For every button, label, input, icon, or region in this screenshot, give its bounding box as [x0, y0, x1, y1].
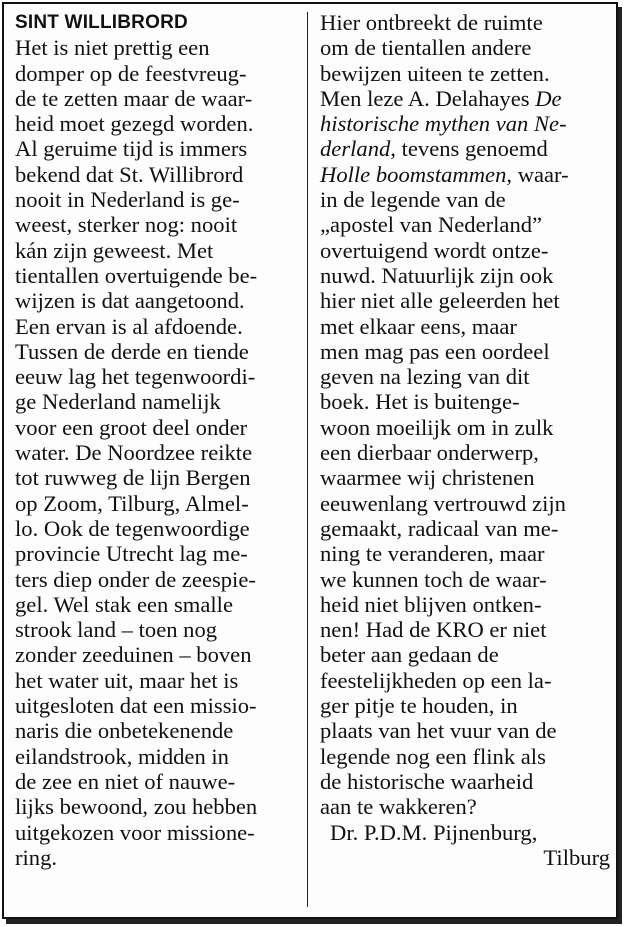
signature-name: Dr. P.D.M. Pijnenburg, — [330, 819, 538, 845]
body-line: heid niet blijven ontken- — [320, 591, 542, 617]
column-divider — [307, 12, 308, 907]
body-line: Al geruime tijd is immers — [15, 136, 248, 162]
body-line: water. De Noordzee reikte — [15, 440, 253, 466]
body-line: woon moeilijk om in zulk — [320, 414, 554, 440]
body-line: het water uit, maar het is — [15, 667, 239, 693]
body-line: we kunnen toch de waar- — [320, 566, 547, 592]
body-line: Het is niet prettig een — [15, 35, 210, 61]
body-line: lo. Ook de tegenwoordige — [15, 515, 250, 541]
book-title-italic: historische mythen van Ne- — [320, 111, 567, 137]
body-line-mixed — [320, 162, 610, 187]
body-line: hier niet alle geleerden het — [320, 288, 560, 314]
right-column — [320, 10, 610, 870]
body-line: bekend dat St. Willibrord — [15, 161, 244, 187]
body-line: in de legende van de — [320, 187, 506, 213]
body-line: naris die onbetekenende — [15, 718, 234, 744]
body-line: provincie Utrecht lag me- — [15, 541, 248, 567]
body-line: aan te wakkeren? — [320, 794, 477, 820]
body-line: de historische waarheid — [320, 768, 534, 794]
body-line-mixed — [320, 136, 610, 161]
body-line: een dierbaar onderwerp, — [320, 440, 539, 466]
body-line: geven na lezing van dit — [320, 364, 530, 390]
book-title-italic: De — [535, 85, 562, 111]
body-line: gel. Wel stak een smalle — [15, 591, 233, 617]
book-title-italic: derland — [320, 136, 391, 162]
body-line: overtuigend wordt ontze- — [320, 237, 549, 263]
body-line: bewijzen uiteen te zetten. — [320, 60, 550, 86]
body-line-mixed — [320, 86, 610, 111]
body-line: nooit in Nederland is ge- — [15, 187, 240, 213]
body-line: voor een groot deel onder — [15, 414, 248, 440]
body-line: kán zijn geweest. Met — [15, 237, 214, 263]
body-line: weest, sterker nog: nooit — [15, 212, 238, 238]
text-run: , waar- — [506, 161, 569, 187]
body-line: tientallen overtuigende be- — [15, 262, 258, 288]
text-run: , tevens genoemd — [390, 136, 548, 162]
body-line: ning te veranderen, maar — [320, 541, 545, 567]
body-line: waarmee wij christenen — [320, 465, 535, 491]
body-line: beter aan gedaan de — [320, 642, 499, 668]
body-line: Hier ontbreekt de ruimte — [320, 10, 543, 35]
body-line: ters diep onder de zeespie- — [15, 566, 256, 592]
body-line: legende nog een flink als — [320, 743, 546, 769]
left-column — [15, 10, 305, 870]
body-line: heid moet gezegd worden. — [15, 111, 254, 137]
newspaper-clipping — [2, 2, 618, 919]
body-line: ger pitje te houden, in — [320, 693, 518, 719]
body-line: plaats van het vuur van de — [320, 718, 557, 744]
body-line: tot ruwweg de lijn Bergen — [15, 465, 251, 491]
body-line: uitgekozen voor missione- — [15, 819, 255, 845]
body-line: op Zoom, Tilburg, Almel- — [15, 490, 249, 516]
body-line: „apostel van Nederland” — [320, 212, 543, 238]
body-line: ring. — [15, 844, 58, 870]
signature-place: Tilburg — [543, 844, 610, 870]
body-line: feestelijkheden op een la- — [320, 667, 552, 693]
body-line: met elkaar eens, maar — [320, 313, 517, 339]
body-line: men mag pas een oordeel — [320, 338, 550, 364]
body-line: uitgesloten dat een missio- — [15, 693, 257, 719]
body-line: Een ervan is al afdoende. — [15, 313, 243, 339]
body-line: domper op de feestvreug- — [15, 60, 247, 86]
body-line: Tussen de derde en tiende — [15, 338, 249, 364]
body-line: strook land – toen nog — [15, 617, 218, 643]
body-line: lijks bewoond, zou hebben — [15, 794, 258, 820]
body-line: wijzen is dat aangetoond. — [15, 288, 245, 314]
body-line: eilandstrook, midden in — [15, 743, 229, 769]
text-run: Men leze A. Delahayes — [320, 85, 536, 111]
body-line: eeuw lag het tegenwoordi- — [15, 364, 256, 390]
body-line: ge Nederland namelijk — [15, 389, 221, 415]
body-line: nuwd. Natuurlijk zijn ook — [320, 262, 554, 288]
body-line: nen! Had de KRO er niet — [320, 617, 547, 643]
body-line: zonder zeeduinen – boven — [15, 642, 252, 668]
body-line: boek. Het is buitenge- — [320, 389, 520, 415]
book-title-italic: Holle boomstammen — [320, 161, 507, 187]
headline: SINT WILLIBRORD — [15, 12, 188, 33]
body-line: de zee en niet of nauwe- — [15, 768, 236, 794]
body-line: de te zetten maar de waar- — [15, 85, 253, 111]
body-line: gemaakt, radicaal van me- — [320, 515, 559, 541]
body-line: eeuwenlang vertrouwd zijn — [320, 490, 566, 516]
body-line: om de tientallen andere — [320, 35, 532, 61]
